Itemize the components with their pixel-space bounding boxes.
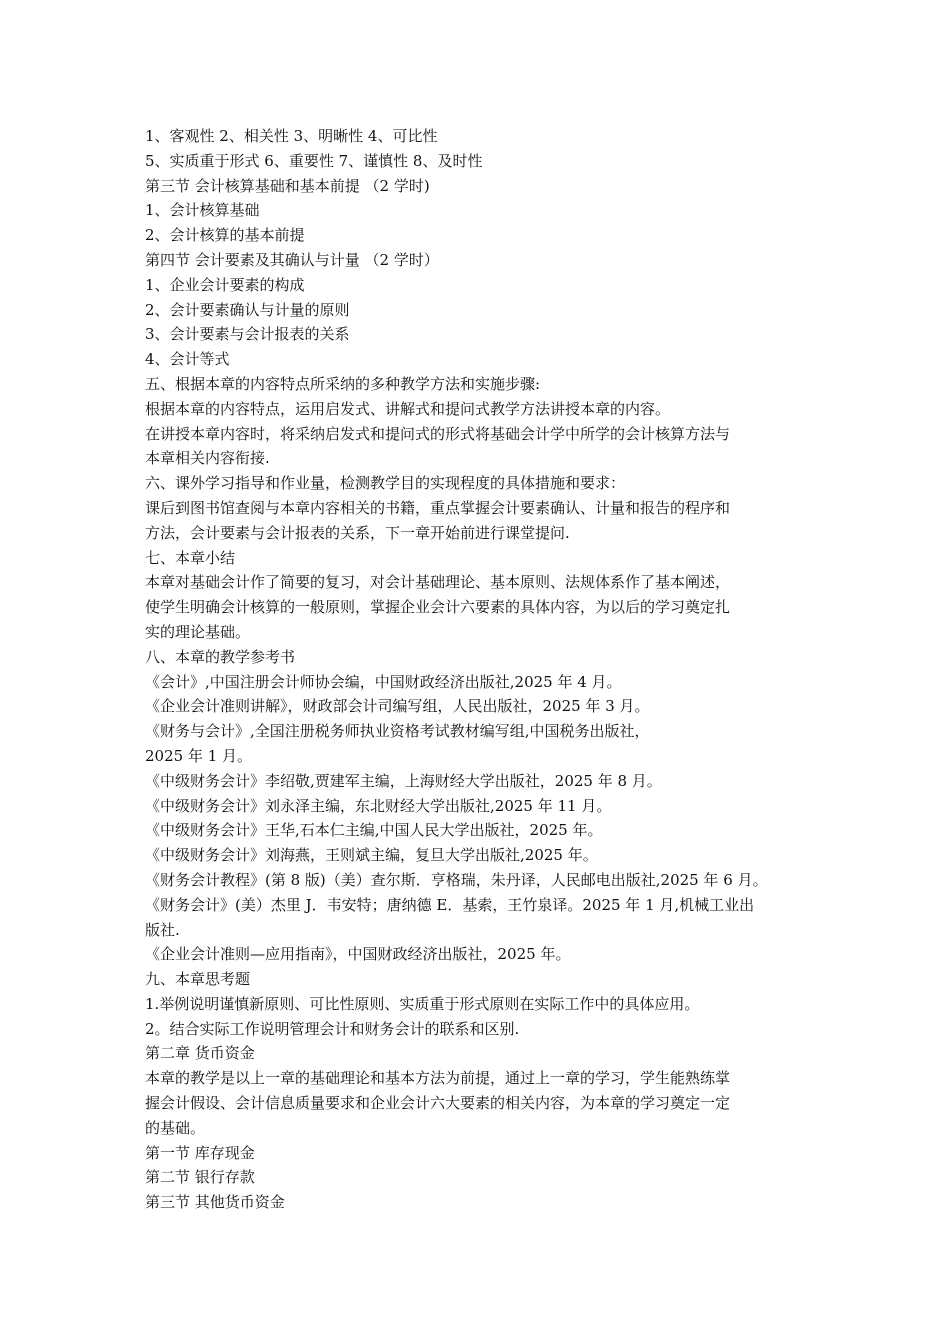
text-line: 4、会计等式 [145,350,230,369]
reference-item: 《中级财务会计》刘海燕，王则斌主编，复旦大学出版社,2025 年。 [145,846,598,865]
reference-item: 《企业会计准则—应用指南》，中国财政经济出版社，2025 年。 [145,945,571,964]
reference-item: 《中级财务会计》李绍敬,贾建军主编，上海财经大学出版社，2025 年 8 月。 [145,771,662,790]
text-line: 2、会计核算的基本前提 [145,226,305,245]
text-line: 5、实质重于形式 6、重要性 7、谨慎性 8、及时性 [145,151,483,170]
text-line: 方法，会计要素与会计报表的关系，下一章开始前进行课堂提问. [145,523,570,542]
text-line: 本章对基础会计作了简要的复习，对会计基础理论、基本原则、法规体系作了基本阐述， [145,573,731,592]
section-heading: 八、本章的教学参考书 [145,647,296,666]
text-line: 1、企业会计要素的构成 [145,275,305,294]
text-line: 2、会计要素确认与计量的原则 [145,300,350,319]
text-line: 在讲授本章内容时，将采纳启发式和提问式的形式将基础会计学中所学的会计核算方法与 [145,424,731,443]
text-line: 的基础。 [145,1118,206,1137]
section-heading: 第二节 银行存款 [145,1168,255,1187]
reference-item: 《企业会计准则讲解》，财政部会计司编写组，人民出版社，2025 年 3 月。 [145,697,650,716]
text-line: 1、会计核算基础 [145,201,260,220]
document-body [145,124,810,1215]
section-heading: 第三节 会计核算基础和基本前提 （2 学时) [145,176,430,195]
reference-item: 《财务会计教程》(第 8 版)（美）查尔斯．亨格瑞，朱丹译，人民邮电出版社,2025 年 6 月。 [145,870,768,889]
text-line: 课后到图书馆查阅与本章内容相关的书籍，重点掌握会计要素确认、计量和报告的程序和 [145,498,731,517]
section-heading: 六、课外学习指导和作业量，检测教学目的实现程度的具体措施和要求： [145,474,626,493]
text-line: 根据本章的内容特点，运用启发式、讲解式和提问式教学方法讲授本章的内容。 [145,399,671,418]
text-line: 1.举例说明谨慎新原则、可比性原则、实质重于形式原则在实际工作中的具体应用。 [145,994,700,1013]
reference-item: 《中级财务会计》刘永泽主编，东北财经大学出版社,2025 年 11 月。 [145,796,612,815]
section-heading: 七、本章小结 [145,548,236,567]
reference-item: 《会计》,中国注册会计师协会编，中国财政经济出版社,2025 年 4 月。 [145,672,622,691]
text-line: 本章相关内容衔接. [145,449,270,468]
text-line: 1、客观性 2、相关性 3、明晰性 4、可比性 [145,127,438,145]
reference-item: 《中级财务会计》王华,石本仁主编,中国人民大学出版社，2025 年。 [145,821,603,840]
text-line: 3、会计要素与会计报表的关系 [145,325,350,344]
text-line: 实的理论基础。 [145,622,251,641]
reference-item: 版社. [145,920,180,939]
section-heading: 第三节 其他货币资金 [145,1193,285,1212]
text-line: 本章的教学是以上一章的基础理论和基本方法为前提，通过上一章的学习，学生能熟练掌 [145,1069,731,1088]
reference-item: 《财务会计》(美）杰里 J．韦安特；唐纳德 E．基索，王竹泉译。2025 年 1 月,机械工业出 [145,895,755,914]
text-line: 握会计假设、会计信息质量要求和企业会计六大要素的相关内容，为本章的学习奠定一定 [145,1094,731,1113]
text-line: 2。结合实际工作说明管理会计和财务会计的联系和区别. [145,1019,520,1038]
reference-item: 2025 年 1 月。 [145,746,253,765]
chapter-heading: 第二章 货币资金 [145,1044,255,1063]
section-heading: 九、本章思考题 [145,970,251,989]
text-line: 使学生明确会计核算的一般原则，掌握企业会计六要素的具体内容，为以后的学习奠定扎 [145,598,731,617]
section-heading: 第四节 会计要素及其确认与计量 （2 学时） [145,250,439,269]
reference-item: 《财务与会计》,全国注册税务师执业资格考试教材编写组,中国税务出版社， [145,722,650,741]
section-heading: 五、根据本章的内容特点所采纳的多种教学方法和实施步骤: [145,374,541,393]
section-heading: 第一节 库存现金 [145,1143,255,1162]
